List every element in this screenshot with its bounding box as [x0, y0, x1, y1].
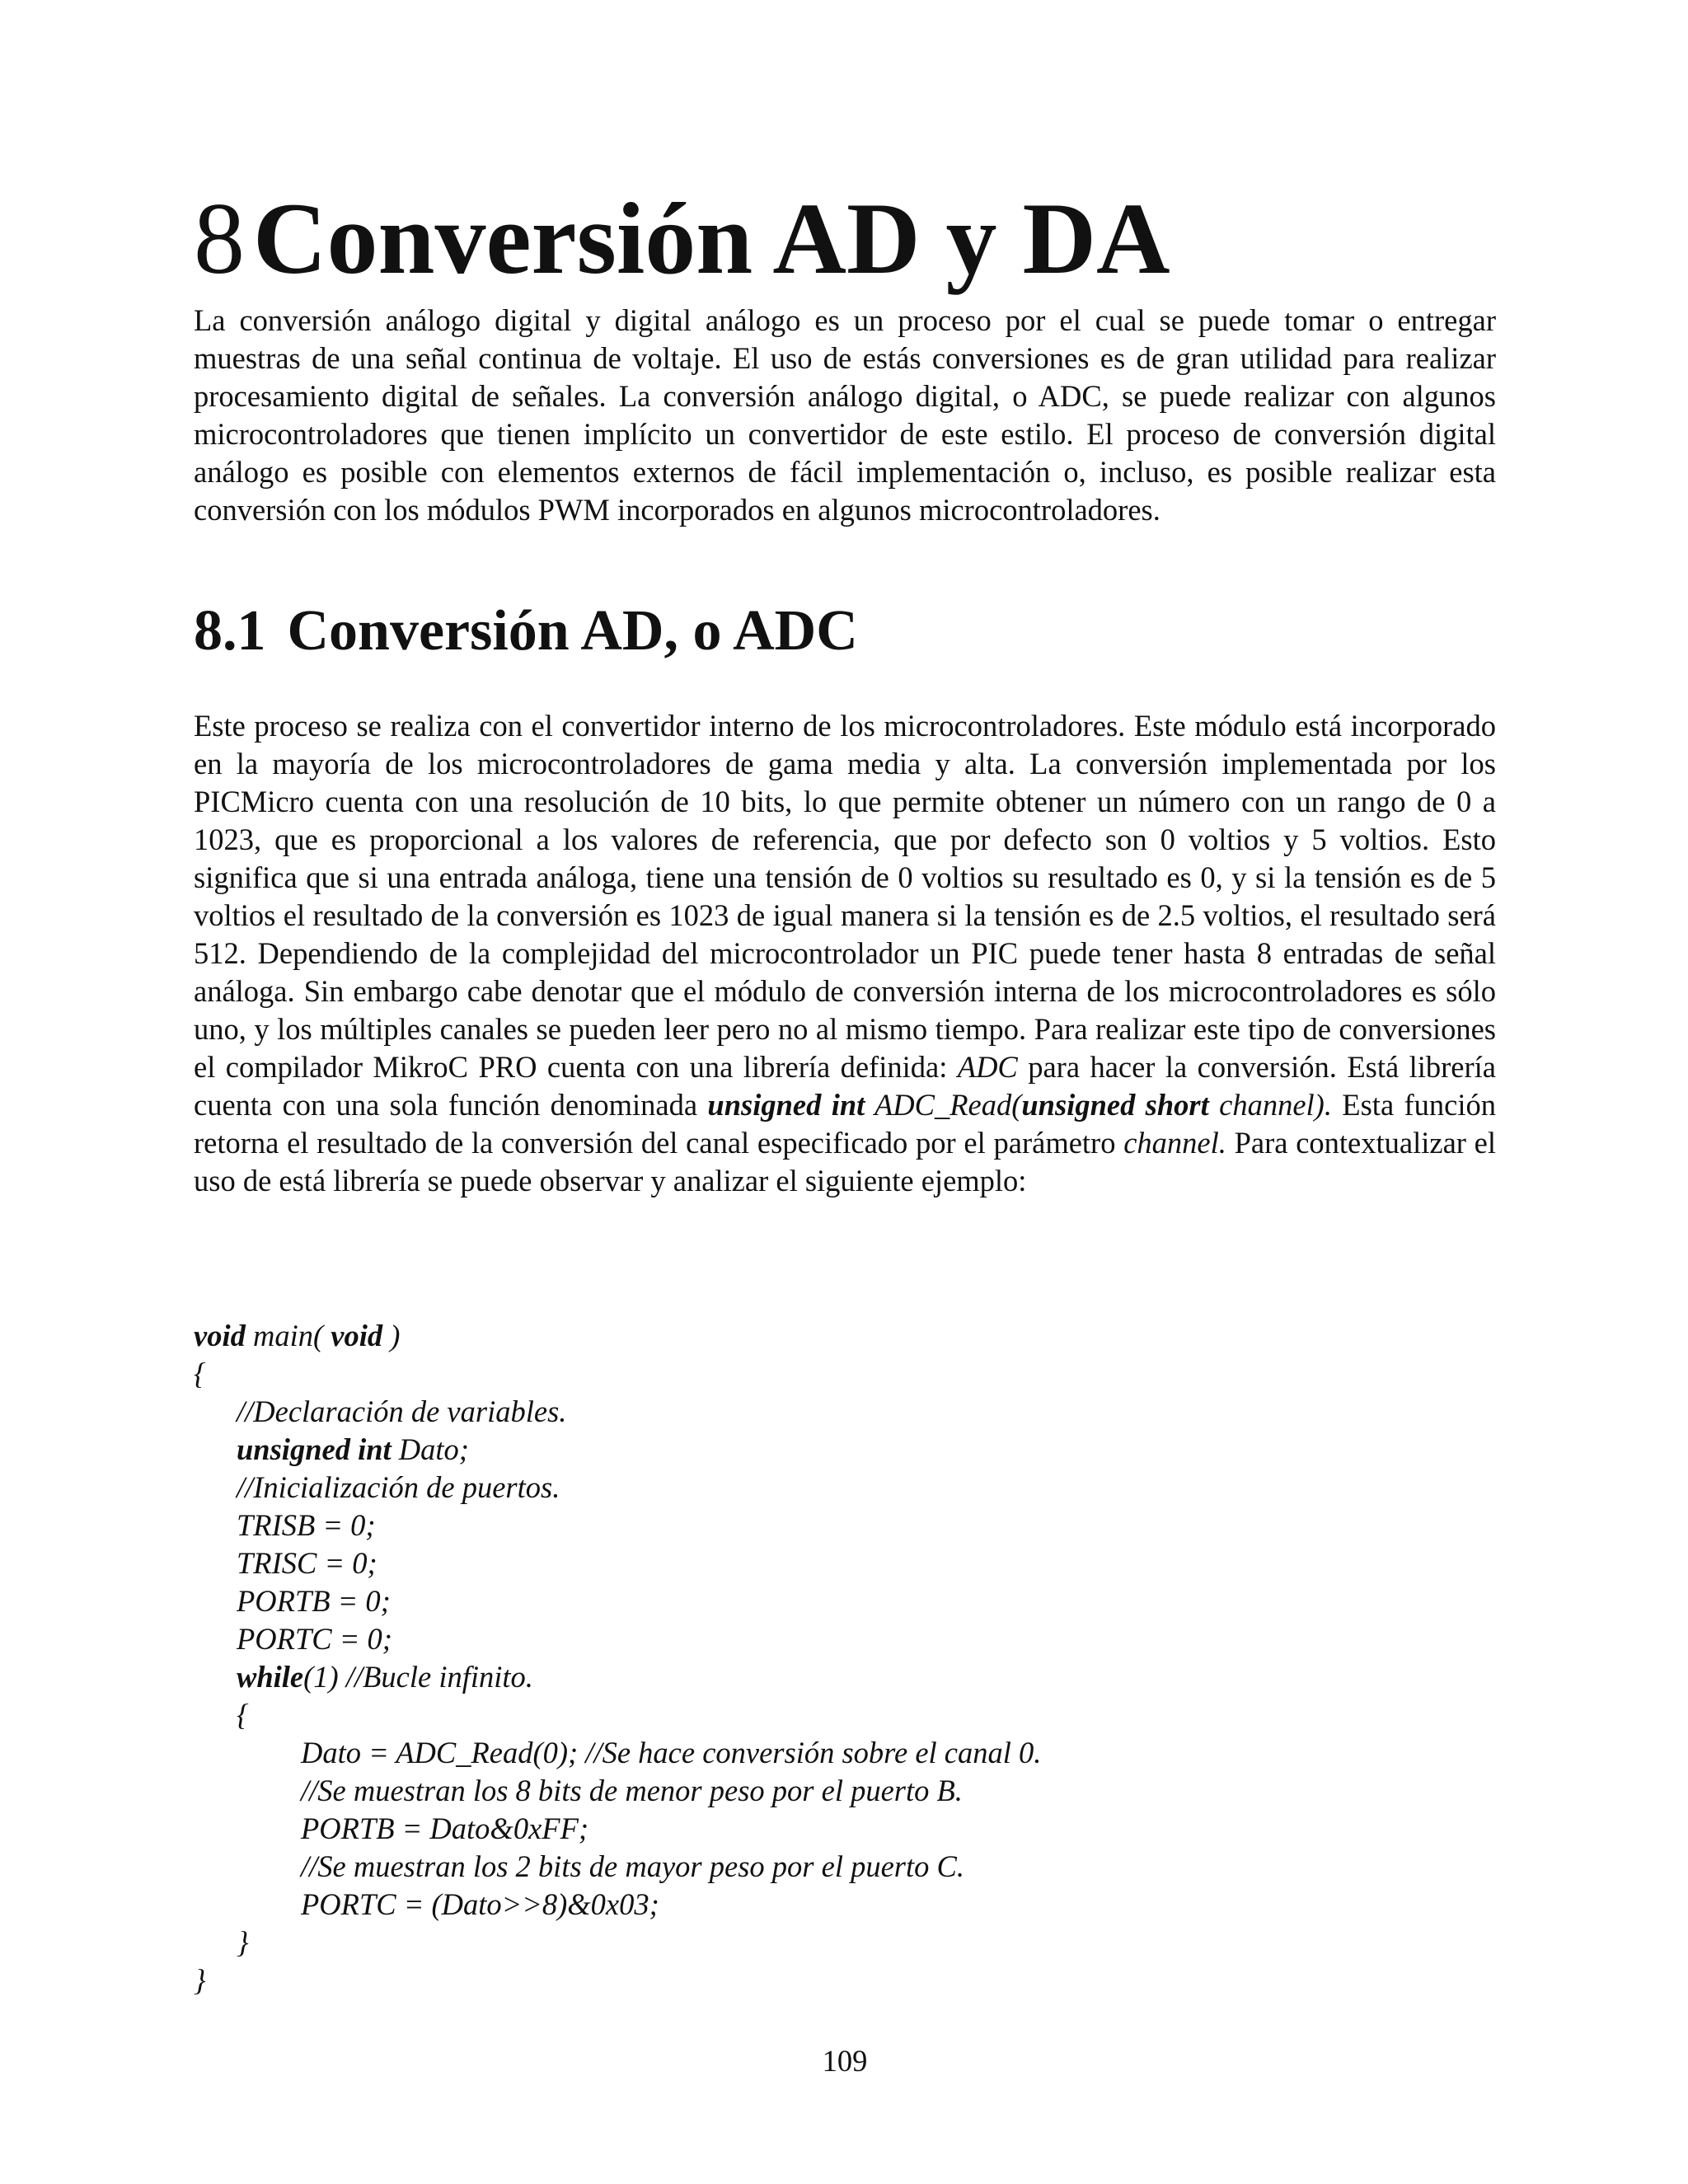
code-line: //Declaración de variables.: [237, 1394, 567, 1428]
code-line: [194, 1658, 1496, 1696]
code-line: TRISB = 0;: [237, 1508, 376, 1542]
body-text-part2: para hacer la conversión. Está librería cuenta con una sola función denominada: [194, 1050, 1496, 1122]
page-number: 109: [822, 2044, 868, 2078]
code-line: {: [194, 1357, 206, 1390]
library-name: ADC: [957, 1050, 1018, 1084]
code-line: }: [237, 1925, 249, 1959]
code-keyword: void: [194, 1319, 246, 1352]
function-name: ADC_Read(: [865, 1088, 1022, 1122]
code-line: //Inicialización de puertos.: [237, 1470, 560, 1504]
parameter-name: channel.: [1123, 1126, 1226, 1160]
code-keyword: unsigned int: [237, 1432, 392, 1466]
document-page: [194, 0, 1496, 2184]
code-listing: [194, 1317, 1496, 1999]
code-line: TRISC = 0;: [237, 1546, 377, 1580]
code-line: //Se muestran los 2 bits de mayor peso por el puerto C.: [301, 1849, 964, 1883]
code-line: [194, 1317, 1496, 1355]
code-line: {: [237, 1698, 249, 1732]
function-keyword-2: unsigned short: [1021, 1088, 1209, 1122]
code-line: //Se muestran los 8 bits de menor peso por el puerto B.: [301, 1774, 963, 1807]
code-keyword: while: [237, 1660, 304, 1694]
code-line: PORTB = Dato&0xFF;: [301, 1811, 589, 1845]
code-line: PORTC = (Dato>>8)&0x03;: [301, 1887, 659, 1921]
section-number: 8.1: [194, 599, 266, 663]
code-text: (1) //Bucle infinito.: [303, 1660, 533, 1694]
code-line: [194, 1431, 1496, 1469]
body-text-part4: Para contextualizar el uso de está librería se puede observar y analizar el siguiente ejemplo:: [194, 1126, 1497, 1197]
chapter-title: [194, 181, 1170, 297]
code-line: Dato = ADC_Read(0); //Se hace conversión sobre el canal 0.: [301, 1736, 1042, 1769]
code-keyword: void: [331, 1319, 383, 1352]
function-param: channel).: [1208, 1088, 1332, 1122]
section-title: [194, 597, 858, 666]
intro-paragraph: La conversión análogo digital y digital análogo es un proceso por el cual se puede tomar o entregar muestras de una señal continua de voltaje. El uso de estás conversiones es de gran utilidad para realizar procesamiento digital de señales. La conversión análogo digital, o ADC, se puede realizar con algunos microcontroladores que tienen implícito un convertidor de este estilo. El proceso de conversión digital análogo es posible con elementos externos de fácil implementación o, incluso, es posible realizar esta conversión con los módulos PWM incorporados en algunos microcontroladores.: [194, 303, 1496, 527]
code-line: PORTC = 0;: [237, 1622, 392, 1656]
code-text: main(: [245, 1319, 331, 1352]
chapter-title-text: Conversión AD y DA: [253, 182, 1170, 295]
code-text: Dato;: [391, 1432, 469, 1466]
code-line: PORTB = 0;: [237, 1584, 391, 1618]
code-line: }: [194, 1963, 206, 1997]
code-text: ): [382, 1319, 401, 1352]
function-keyword-1: unsigned int: [707, 1088, 865, 1122]
body-text-part1: Este proceso se realiza con el convertidor interno de los microcontroladores. Este módulo está incorporado en la mayoría de los microcontroladores de gama media y alta. La conversión implementada por los PICMicro cuenta con una resolución de 10 bits, lo que permite obtener un número con un rango de 0 a 1023, que es proporcional a los valores de referencia, que por defecto son 0 voltios y 5 voltios. Esto significa que si una entrada análoga, tiene una tensión de 0 voltios su resultado es 0, y si la tensión es de 5 voltios el resultado de la conversión es 1023 de igual manera si la tensión es de 2.5 voltios, el resultado será 512. Dependiendo de la complejidad del microcontrolador un PIC puede tener hasta 8 entradas de señal análoga. Sin embargo cabe denotar que el módulo de conversión interna de los microcontroladores es sólo uno, y los múltiples canales se pueden leer pero no al mismo tiempo. Para realizar este tipo de conversiones el compilador MikroC PRO cuenta con una librería definida:: [194, 709, 1496, 1084]
section-title-text: Conversión AD, o ADC: [287, 599, 858, 663]
chapter-number: 8: [194, 182, 245, 295]
body-paragraph: [194, 707, 1496, 1200]
body-text-part3: Esta función retorna el resultado de la conversión del canal especificado por el parámetro: [194, 1088, 1496, 1160]
